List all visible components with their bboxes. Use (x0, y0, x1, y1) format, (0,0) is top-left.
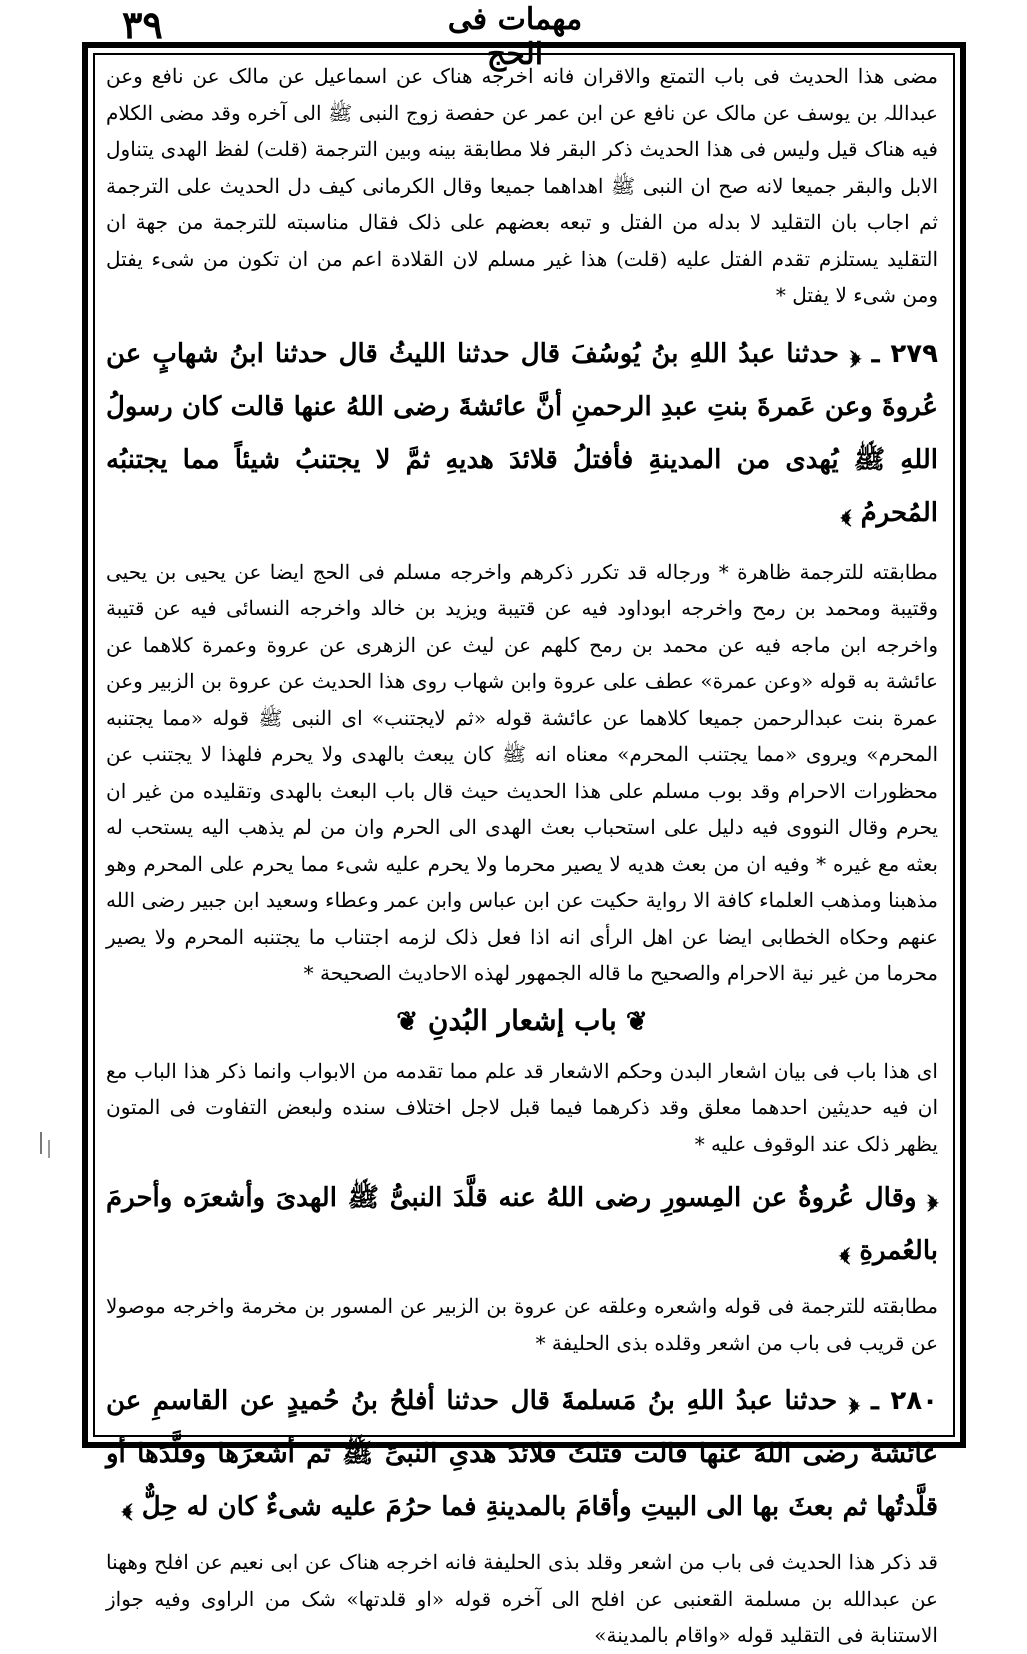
hadith-body: ﴿ حدثنا عبدُ اللهِ بنُ یُوسُفَ قال حدثنا اللیثُ قال حدثنا ابنُ شهابٍ عن عُروةَ وعن عَمرةَ بنتِ عبدِ الرحمنِ أنَّ عائشةَ رضی اللهُ عنها قالت کان رسولُ اللهِ ﷺ یُهدی من المدینةِ فأفتلُ قلائدَ هدیهِ ثمَّ لا یجتنبُ شیئاً مما یجتنبُه المُحرمُ ﴾ (106, 338, 938, 528)
hadith-dash: ـ (860, 338, 880, 369)
hadith-text (106, 328, 938, 540)
commentary-paragraph: مضی هذا الحدیث فی باب التمتع والاقران فانه اخرجه هناک عن اسماعیل عن مالک عن نافع وعن عبداللہ بن یوسف عن مالک عن نافع عن ابن عمر عن حفصة زوج النبی ﷺ الی آخره وقد مضی الکلام فیه هناک قیل ولیس فی هذا الحدیث ذکر البقر فلا مطابقة بینه وبین الترجمة (قلت) لفظ الهدی یتناول الابل والبقر جمیعا لانه صح ان النبی ﷺ اهداهما جمیعا وقال الکرمانی کیف دل الحدیث علی الترجمة ثم اجاب بان التقلید لا بدله من الفتل و تبعه بعضهم علی ذلک فقال مناسبته للترجمة من جهة ان التقلید یستلزم تقدم الفتل علیه (قلت) هذا غیر مسلم لان القلادة اعم من ان تکون من شیء یفتل ومن شیء لا یفتل * (106, 64, 939, 307)
commentary-paragraph: قد ذکر هذا الحدیث فی باب من اشعر وقلد بذی الحلیفة فانه اخرجه هناک عن ابی نعیم عن افلح وههنا عن عبدالله بن مسلمة القعنبی عن افلح الی آخره قوله «او قلدتها» شک من الراوی وفیه جواز الاستنابة فی التقلید قوله «واقام بالمدینة» (106, 1550, 938, 1647)
page-number: ٣٩ (122, 2, 163, 47)
hadith-number: ٢٨٠ (890, 1386, 938, 1416)
heading-ornament-icon: ❦ (616, 1006, 648, 1037)
hadith-text: ﴿ وقال عُروةُ عن المِسورِ رضی اللهُ عنه قلَّدَ النبیُّ ﷺ الهدیَ وأشعرَه وأحرمَ بالعُمرةِ ﴾ (106, 1183, 938, 1266)
commentary-paragraph: مطابقته للترجمة ظاهرة * ورجاله قد تکرر ذکرهم واخرجه مسلم فی الحج ایضا عن یحیی بن یحیی وقتیبة ومحمد بن رمح واخرجه ابوداود فیه عن قتیبة ویزید بن خالد واخرجه النسائی فیه عن قتیبة واخرجه ابن ماجه فیه عن محمد بن رمح کلهم عن لیث عن الزهری عن عروة وعمرة کلاهما عن عائشة به قوله «وعن عمرة» عطف علی عروة وابن شهاب روی هذا الحدیث عن عروة بن الزبیر وعن عمرة بنت عبدالرحمن جمیعا کلاهما عن عائشة قوله «ثم لایجتنب» ای النبی ﷺ قوله «مما یجتنبه المحرم» ویروی «مما یجتنب المحرم» معناه انه ﷺ کان یبعث بالهدی ولا یحرم فلهذا لا یجتنب عن محظورات الاحرام وقد بوب مسلم علی هذا الحدیث حیث قال باب البعث بالهدی وتقلیده من غیر ان یحرم وقال النووی فیه دلیل علی استحباب بعث الهدی الی الحرم وان من لم یذهب الیه یستحب له بعثه مع غیره * وفیه ان من بعث هدیه لا یصیر محرما ولا یحرم علیه شیء مما یحرم علی المحرم وهو مذهبنا ومذهب العلماء کافة الا روایة حکیت عن ابن عباس وابن عمر وعطاء وسعید ابن جبیر رضی الله عنهم وحکاه الخطابی ایضا عن اهل الرأی انه اذا فعل ذلک لزمه اجتناب ما یجتنبه المحرم ولا یصیر محرما من غیر نیة الاحرام والصحیح ما قاله الجمهور لهذه الاحادیث الصحیحة * (106, 559, 938, 985)
heading-ornament-icon: ❦ (396, 1006, 419, 1037)
page-body (106, 58, 938, 1654)
hadith-dash: ـ (859, 1386, 879, 1416)
commentary-paragraph: ای هذا باب فی بیان اشعار البدن وحکم الاشعار قد علم مما تقدمه من الابواب وانما ذکر هذا الباب مع ان فیه حدیثین احدهما معلق وقد ذکرهما فیما قبل لاجل اختلاف سنده ولبعض التفاوت فی المتون یظهر ذلک عند الوقوف علیه * (106, 1058, 938, 1156)
chapter-heading (106, 996, 938, 1047)
hadith-text (106, 1375, 938, 1534)
hadith-number: ٢٧٩ (890, 338, 938, 369)
margin-mark (40, 1132, 42, 1154)
running-title: مهمات فی الحج (447, 2, 583, 72)
commentary-paragraph: مطابقته للترجمة فی قوله واشعره وعلقه عن عروة بن الزبیر عن المسور بن مخرمة واخرجه موصولا عن قریب فی باب من اشعر وقلده بذی الحلیفة * (106, 1294, 938, 1355)
chapter-heading-text: باب إشعار البُدنِ (427, 1003, 617, 1037)
margin-mark (48, 1140, 50, 1158)
hadith-body: ﴿ حدثنا عبدُ اللهِ بنُ مَسلمةَ قال حدثنا أفلحُ بنُ حُمیدٍ عن القاسمِ عن عائشةَ رضی اللهُ عنها قالت فتلتُ قلائدَ هدیِ النبیِّ ﷺ ثم أشعرَها وقلَّدَها أو قلَّدتُها ثم بعثَ بها الی البیتِ وأقامَ بالمدینةِ فما حرُمَ علیه شیءٌ کان له حِلٌّ ﴾ (106, 1386, 938, 1522)
